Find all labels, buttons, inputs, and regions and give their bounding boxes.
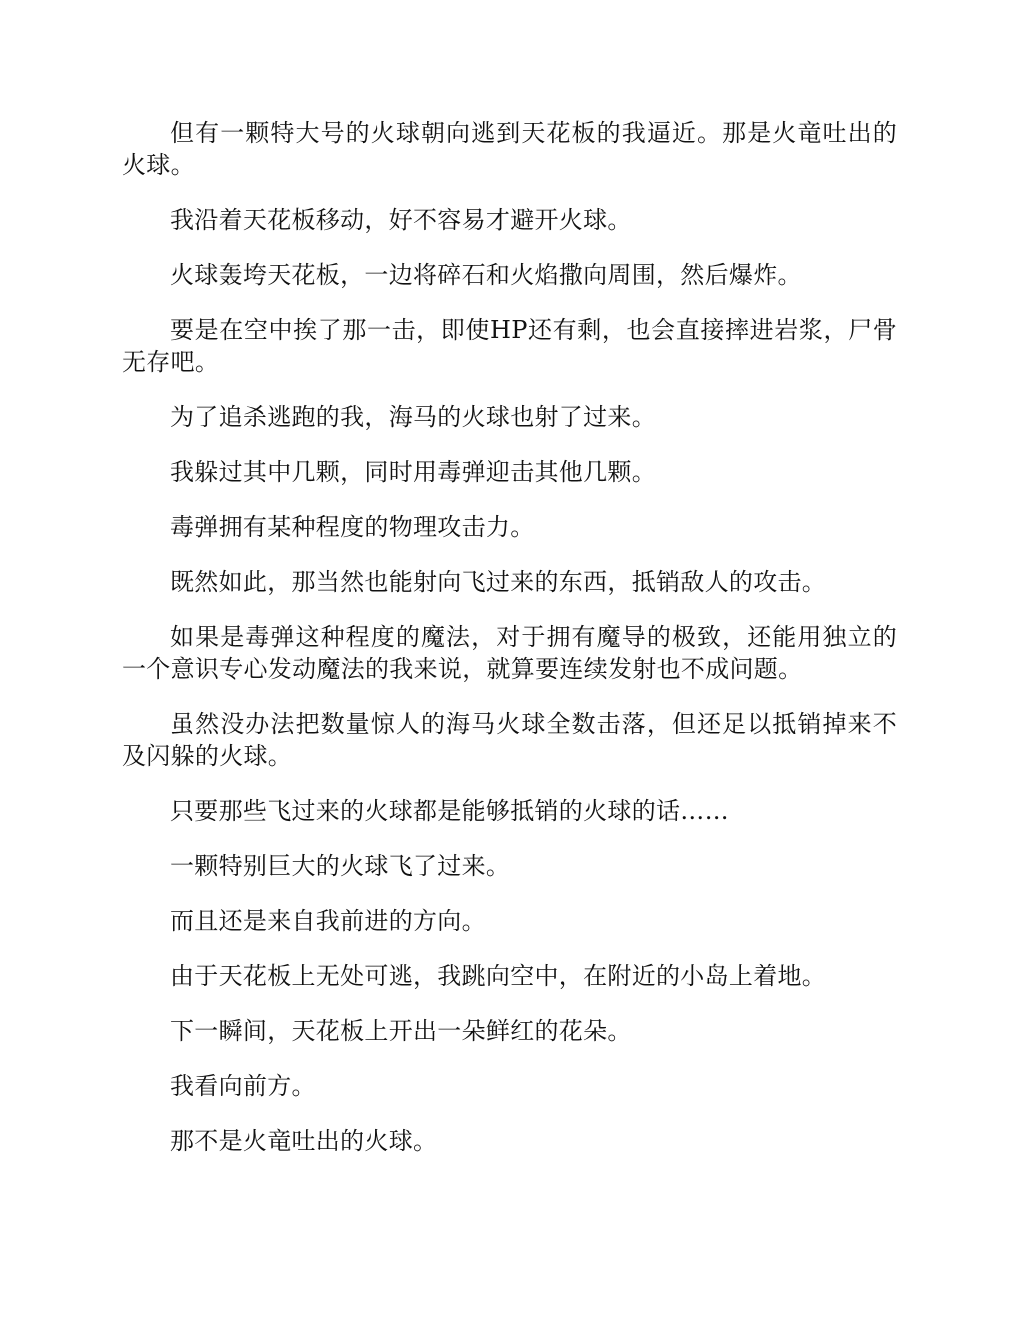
paragraph: 虽然没办法把数量惊人的海马火球全数击落，但还足以抵销掉来不及闪躲的火球。 — [122, 710, 897, 770]
paragraph: 既然如此，那当然也能射向飞过来的东西，抵销敌人的攻击。 — [170, 568, 827, 596]
paragraph: 而且还是来自我前进的方向。 — [170, 907, 486, 935]
paragraph: 火球轰垮天花板，一边将碎石和火焰撒向周围，然后爆炸。 — [170, 261, 802, 289]
paragraph: 我躲过其中几颗，同时用毒弹迎击其他几颗。 — [170, 458, 656, 486]
paragraph: 为了追杀逃跑的我，海马的火球也射了过来。 — [170, 403, 656, 431]
paragraph: 一颗特别巨大的火球飞了过来。 — [170, 852, 511, 880]
paragraph: 毒弹拥有某种程度的物理攻击力。 — [170, 513, 535, 541]
paragraph: 如果是毒弹这种程度的魔法，对于拥有魔导的极致，还能用独立的一个意识专心发动魔法的我来说，就算要连续发射也不成问题。 — [122, 623, 897, 683]
paragraph: 由于天花板上无处可逃，我跳向空中，在附近的小岛上着地。 — [170, 962, 827, 990]
paragraph: 只要那些飞过来的火球都是能够抵销的火球的话…… — [170, 797, 729, 825]
document-body — [122, 117, 897, 1180]
paragraph: 我看向前方。 — [170, 1072, 316, 1100]
paragraph: 要是在空中挨了那一击，即使HP还有剩，也会直接摔进岩浆，尸骨无存吧。 — [122, 316, 897, 376]
paragraph: 我沿着天花板移动，好不容易才避开火球。 — [170, 206, 632, 234]
paragraph: 但有一颗特大号的火球朝向逃到天花板的我逼近。那是火竜吐出的火球。 — [122, 119, 897, 179]
paragraph: 下一瞬间，天花板上开出一朵鲜红的花朵。 — [170, 1017, 632, 1045]
paragraph: 那不是火竜吐出的火球。 — [170, 1127, 438, 1155]
